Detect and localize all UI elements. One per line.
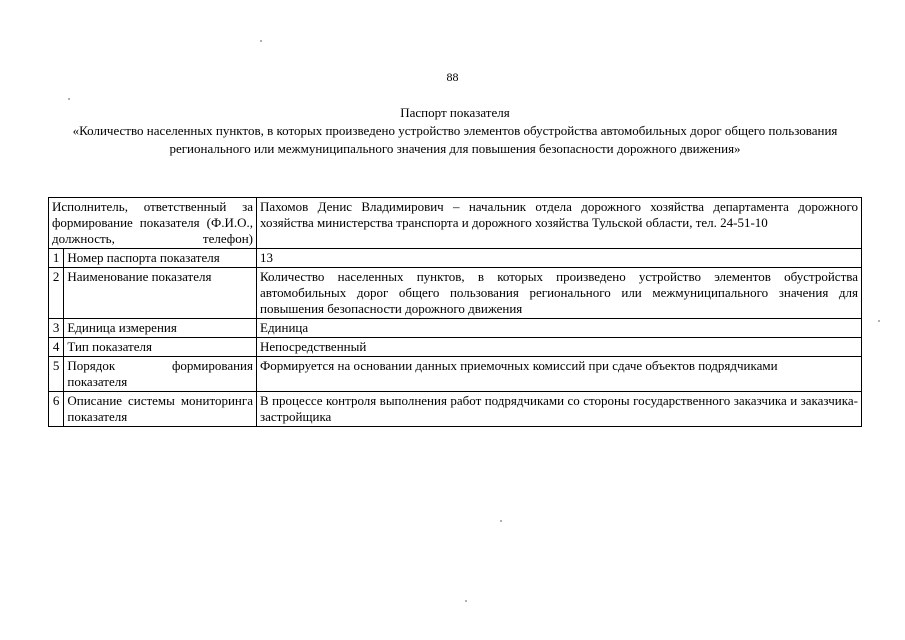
row-label: Единица измерения	[64, 319, 257, 338]
row-value: В процессе контроля выполнения работ подрядчиками со стороны государственного заказчика и заказчика-застройщика	[257, 392, 862, 427]
row-value: Формируется на основании данных приемочных комиссий при сдаче объектов подрядчиками	[257, 357, 862, 392]
responsible-label: Исполнитель, ответственный за формирование показателя (Ф.И.О., должность, телефон)	[49, 198, 257, 249]
table-row	[49, 268, 862, 319]
table-row	[49, 338, 862, 357]
row-number: 3	[49, 319, 64, 338]
row-value: Единица	[257, 319, 862, 338]
scan-speck	[500, 520, 502, 522]
table-row	[49, 392, 862, 427]
document-title	[60, 104, 850, 158]
scan-speck	[465, 600, 467, 602]
table-row	[49, 319, 862, 338]
table-row	[49, 357, 862, 392]
indicator-passport-table	[48, 197, 862, 427]
row-value: Количество населенных пунктов, в которых произведено устройство элементов обустройства автомобильных дорог общего пользования регионального или межмуниципального значения для повышения безопасности дорожного движения	[257, 268, 862, 319]
row-value: 13	[257, 249, 862, 268]
row-label: Порядок формирования показателя	[64, 357, 257, 392]
table-row	[49, 249, 862, 268]
row-number: 6	[49, 392, 64, 427]
row-label: Описание системы мониторинга показателя	[64, 392, 257, 427]
row-number: 5	[49, 357, 64, 392]
row-number: 1	[49, 249, 64, 268]
row-label: Тип показателя	[64, 338, 257, 357]
row-value: Непосредственный	[257, 338, 862, 357]
row-label: Номер паспорта показателя	[64, 249, 257, 268]
page-number: 88	[446, 70, 459, 84]
table-row-responsible	[49, 198, 862, 249]
title-line-1: Паспорт показателя	[400, 105, 510, 120]
row-number: 4	[49, 338, 64, 357]
scan-speck	[878, 320, 880, 322]
title-line-2: «Количество населенных пунктов, в которых произведено устройство элементов обустройства автомобильных дорог общего пользования регионального или межмуниципального значения для повышения безопасности дорожного движения»	[72, 123, 838, 156]
row-label: Наименование показателя	[64, 268, 257, 319]
scan-speck	[260, 40, 262, 42]
responsible-value: Пахомов Денис Владимирович – начальник отдела дорожного хозяйства департамента дорожного хозяйства министерства транспорта и дорожного хозяйства Тульской области, тел. 24-51-10	[257, 198, 862, 249]
row-number: 2	[49, 268, 64, 319]
scan-speck	[68, 98, 70, 100]
